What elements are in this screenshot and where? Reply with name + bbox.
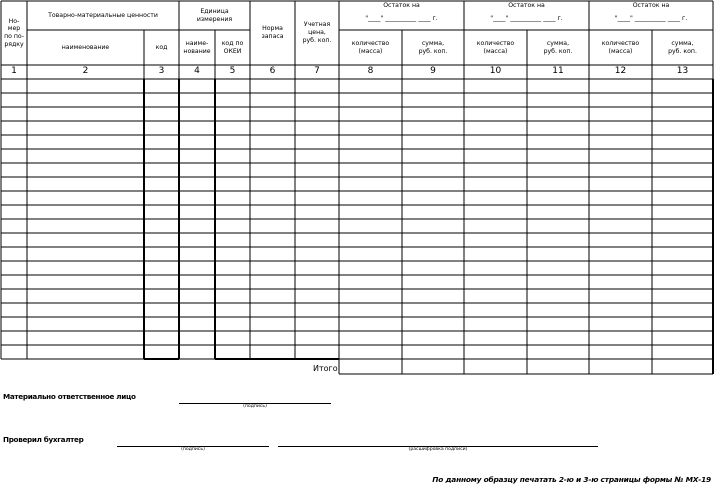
colnum-10: 10: [489, 66, 502, 77]
buh-label: Проверил бухгалтер: [3, 435, 84, 444]
header-tmc-code: код: [155, 43, 168, 51]
colnum-7: 7: [314, 66, 320, 77]
header-ostatok-3-label: Остаток на: [632, 2, 670, 10]
mol-signature-caption: (подпись): [243, 404, 267, 409]
colnum-1: 1: [11, 66, 17, 77]
header-ostatok-2-label: Остаток на: [508, 2, 545, 10]
header-uchetnaya-cena: Учетная цена, руб. коп.: [302, 21, 332, 44]
header-summa-1: сумма, руб. коп.: [418, 39, 448, 55]
header-kolichestvo-2: количество (масса): [476, 39, 515, 55]
itogo-label: Итого: [313, 364, 338, 373]
header-kolichestvo-3: количество (масса): [601, 39, 640, 55]
colnum-12: 12: [614, 66, 627, 77]
header-kolichestvo-1: количество (масса): [351, 39, 390, 55]
header-unit-group: Единица измерения: [196, 7, 233, 23]
colnum-13: 13: [676, 66, 689, 77]
footer-note: По данному образцу печатать 2-ю и 3-ю страницы формы № МХ-19: [432, 475, 711, 484]
header-summa-2: сумма, руб. коп.: [543, 39, 573, 55]
colnum-5: 5: [229, 66, 236, 77]
header-tmc-name: наименование: [61, 43, 110, 51]
header-unit-okei: код по ОКЕИ: [221, 39, 244, 55]
colnum-4: 4: [194, 66, 200, 77]
buh-decoding-caption: (расшифровка подписи): [408, 447, 468, 452]
header-tmc-group: Товарно-материальные ценности: [48, 11, 158, 19]
header-ostatok-1-date: "____" __________ ____ г.: [365, 15, 438, 23]
header-row-number: Но- мер по по- рядку: [4, 17, 24, 48]
header-summa-3: сумма, руб. коп.: [668, 39, 697, 55]
header-norma: Норма запаса: [261, 25, 284, 40]
colnum-9: 9: [430, 66, 436, 77]
header-ostatok-1-label: Остаток на: [383, 2, 420, 10]
colnum-6: 6: [269, 66, 276, 77]
colnum-8: 8: [367, 66, 374, 77]
mol-label: Материально ответственное лицо: [3, 392, 136, 401]
colnum-11: 11: [552, 66, 564, 77]
colnum-2: 2: [82, 66, 89, 77]
header-ostatok-3-date: "____" __________ ____ г.: [614, 15, 688, 23]
buh-signature-caption: (подпись): [181, 447, 205, 452]
colnum-3: 3: [158, 66, 165, 77]
header-ostatok-2-date: "____" __________ ____ г.: [490, 15, 563, 23]
header-unit-name: наиме- нование: [183, 39, 211, 55]
